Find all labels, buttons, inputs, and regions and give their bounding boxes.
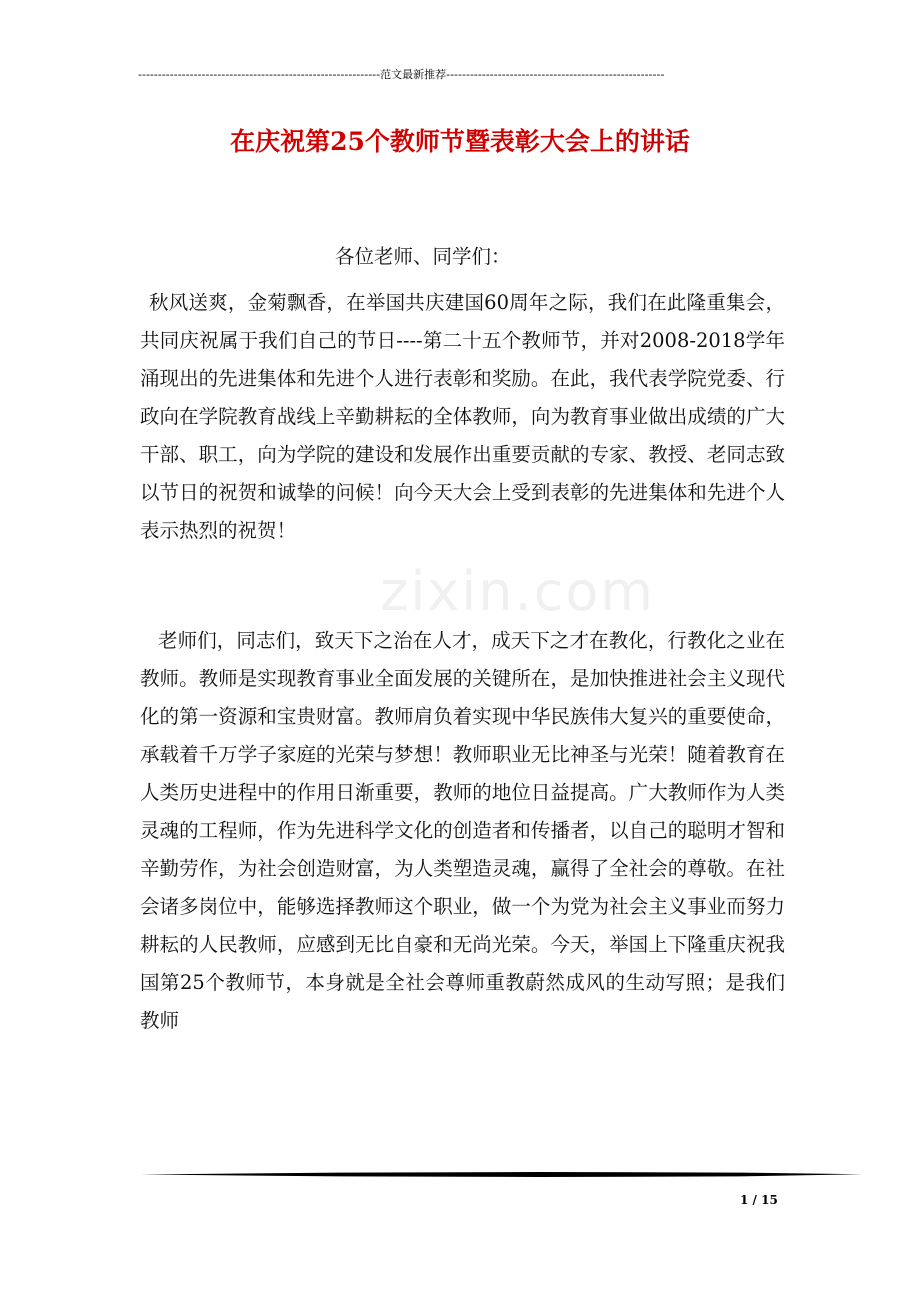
page-header-banner: -------------------------------------------------------------范文最新推荐-------------------------------------------------------	[138, 68, 665, 81]
body-paragraph-1: 秋风送爽，金菊飘香，在举国共庆建国60周年之际，我们在此隆重集会，共同庆祝属于我们自己的节日----第二十五个教师节，并对2008-2018学年涌现出的先进集体和先进个人进行表彰和奖励。在此，我代表学院党委、行政向在学院教育战线上辛勤耕耘的全体教师，向为教育事业做出成绩的广大干部、职工，向为学院的建设和发展作出重要贡献的专家、教授、老同志致以节日的祝贺和诚挚的问候！向今天大会上受到表彰的先进集体和先进个人表示热烈的祝贺！	[140, 291, 785, 542]
document-title: 在庆祝第25个教师节暨表彰大会上的讲话	[230, 127, 690, 156]
page-number: 1 / 15	[740, 1193, 778, 1207]
watermark-text: zixin.com	[380, 560, 656, 623]
body-paragraph-2: 老师们，同志们，致天下之治在人才，成天下之才在教化，行教化之业在教师。教师是实现教育事业全面发展的关键所在，是加快推进社会主义现代化的第一资源和宝贵财富。教师肩负着实现中华民族伟大复兴的重要使命，承载着千万学子家庭的光荣与梦想！教师职业无比神圣与光荣！随着教育在人类历史进程中的作用日渐重要，教师的地位日益提高。广大教师作为人类灵魂的工程师，作为先进科学文化的创造者和传播者，以自己的聪明才智和辛勤劳作，为社会创造财富，为人类塑造灵魂，赢得了全社会的尊敬。在社会诸多岗位中，能够选择教师这个职业，做一个为党为社会主义事业而努力耕耘的人民教师，应感到无比自豪和无尚光荣。今天，举国上下隆重庆祝我国第25个教师节，本身就是全社会尊师重教蔚然成风的生动写照；是我们教师	[140, 629, 785, 1032]
footer-divider	[140, 1172, 862, 1177]
greeting-line: 各位老师、同学们：	[335, 245, 511, 268]
